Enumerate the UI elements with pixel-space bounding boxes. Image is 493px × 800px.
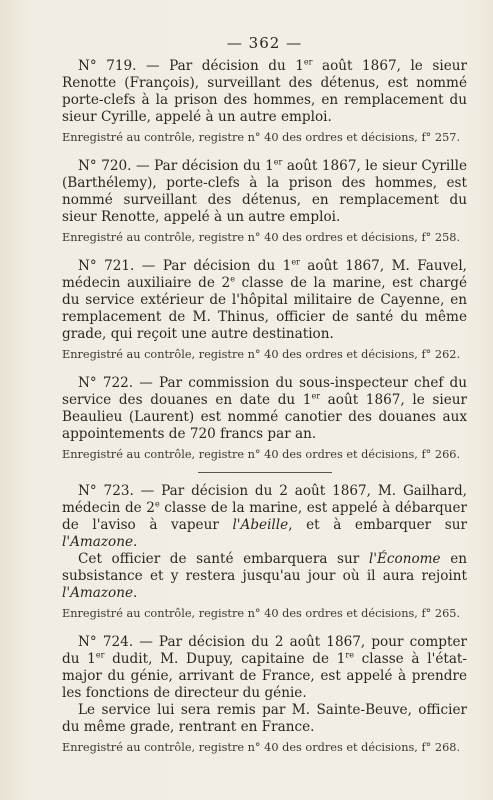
entry-text: N° 721. — Par décision du 1er août 1867, M. Fauvel, médecin auxiliaire de 2e classe de la marine, est chargé du service extérieur de l'hôpital militaire de Cayenne, en remplacement de M. Thinus, officier de santé du même grade, qui reçoit une autre destination. [62, 257, 467, 342]
registration-note: Enregistré au contrôle, registre n° 40 des ordres et décisions, f° 265. [62, 607, 461, 620]
registration-note: Enregistré au contrôle, registre n° 40 des ordres et décisions, f° 257. [62, 131, 461, 144]
entry-text: N° 723. — Par décision du 2 août 1867, M. Gailhard, médecin de 2e classe de la marine, est appelé à débarquer de l'aviso à vapeur l'Abeille, et à embarquer sur l'Amazone. [62, 483, 468, 550]
page-number: — 362 — [226, 34, 303, 52]
entry-720 [62, 158, 467, 245]
registration-note: Enregistré au contrôle, registre n° 40 des ordres et décisions, f° 262. [62, 348, 461, 361]
entry-text: N° 722. — Par commission du sous-inspecteur chef du service des douanes en date du 1er août 1867, le sieur Beaulieu (Laurent) est nommé canotier des douanes aux appointements de 720 francs par an. [62, 375, 467, 442]
entry-text: N° 724. — Par décision du 2 août 1867, pour compter du 1er dudit, M. Dupuy, capitaine de 1re classe à l'état-major du génie, arrivant de France, est appelé à prendre les fonctions de directeur du génie. [62, 634, 467, 701]
registration-note: Enregistré au contrôle, registre n° 40 des ordres et décisions, f° 266. [62, 448, 461, 461]
entry-723 [62, 483, 467, 621]
section-divider [198, 472, 332, 473]
entry-text: N° 720. — Par décision du 1er août 1867, le sieur Cyrille (Barthélemy), porte-clefs à la prison des hommes, est nommé surveillant des détenus, en remplacement du sieur Renotte, appelé à un autre emploi. [62, 157, 467, 225]
entry-text: N° 719. — Par décision du 1er août 1867, le sieur Renotte (François), surveillant des détenus, est nommé porte-clefs à la prison des hommes, en remplacement du sieur Cyrille, appelé à un autre emploi. [62, 57, 467, 125]
entry-721 [62, 258, 467, 362]
entry-text-continued: Le service lui sera remis par M. Sainte-Beuve, officier du même grade, rentrant en France. [62, 702, 467, 735]
entry-722 [62, 375, 467, 462]
registration-note: Enregistré au contrôle, registre n° 40 des ordres et décisions, f° 268. [62, 741, 461, 754]
entry-719 [62, 58, 467, 145]
entry-text-continued: Cet officier de santé embarquera sur l'Économe en subsistance et y restera jusqu'au jour où il aura rejoint l'Amazone. [62, 551, 467, 601]
entry-724 [62, 634, 467, 755]
registration-note: Enregistré au contrôle, registre n° 40 des ordres et décisions, f° 258. [62, 231, 461, 244]
